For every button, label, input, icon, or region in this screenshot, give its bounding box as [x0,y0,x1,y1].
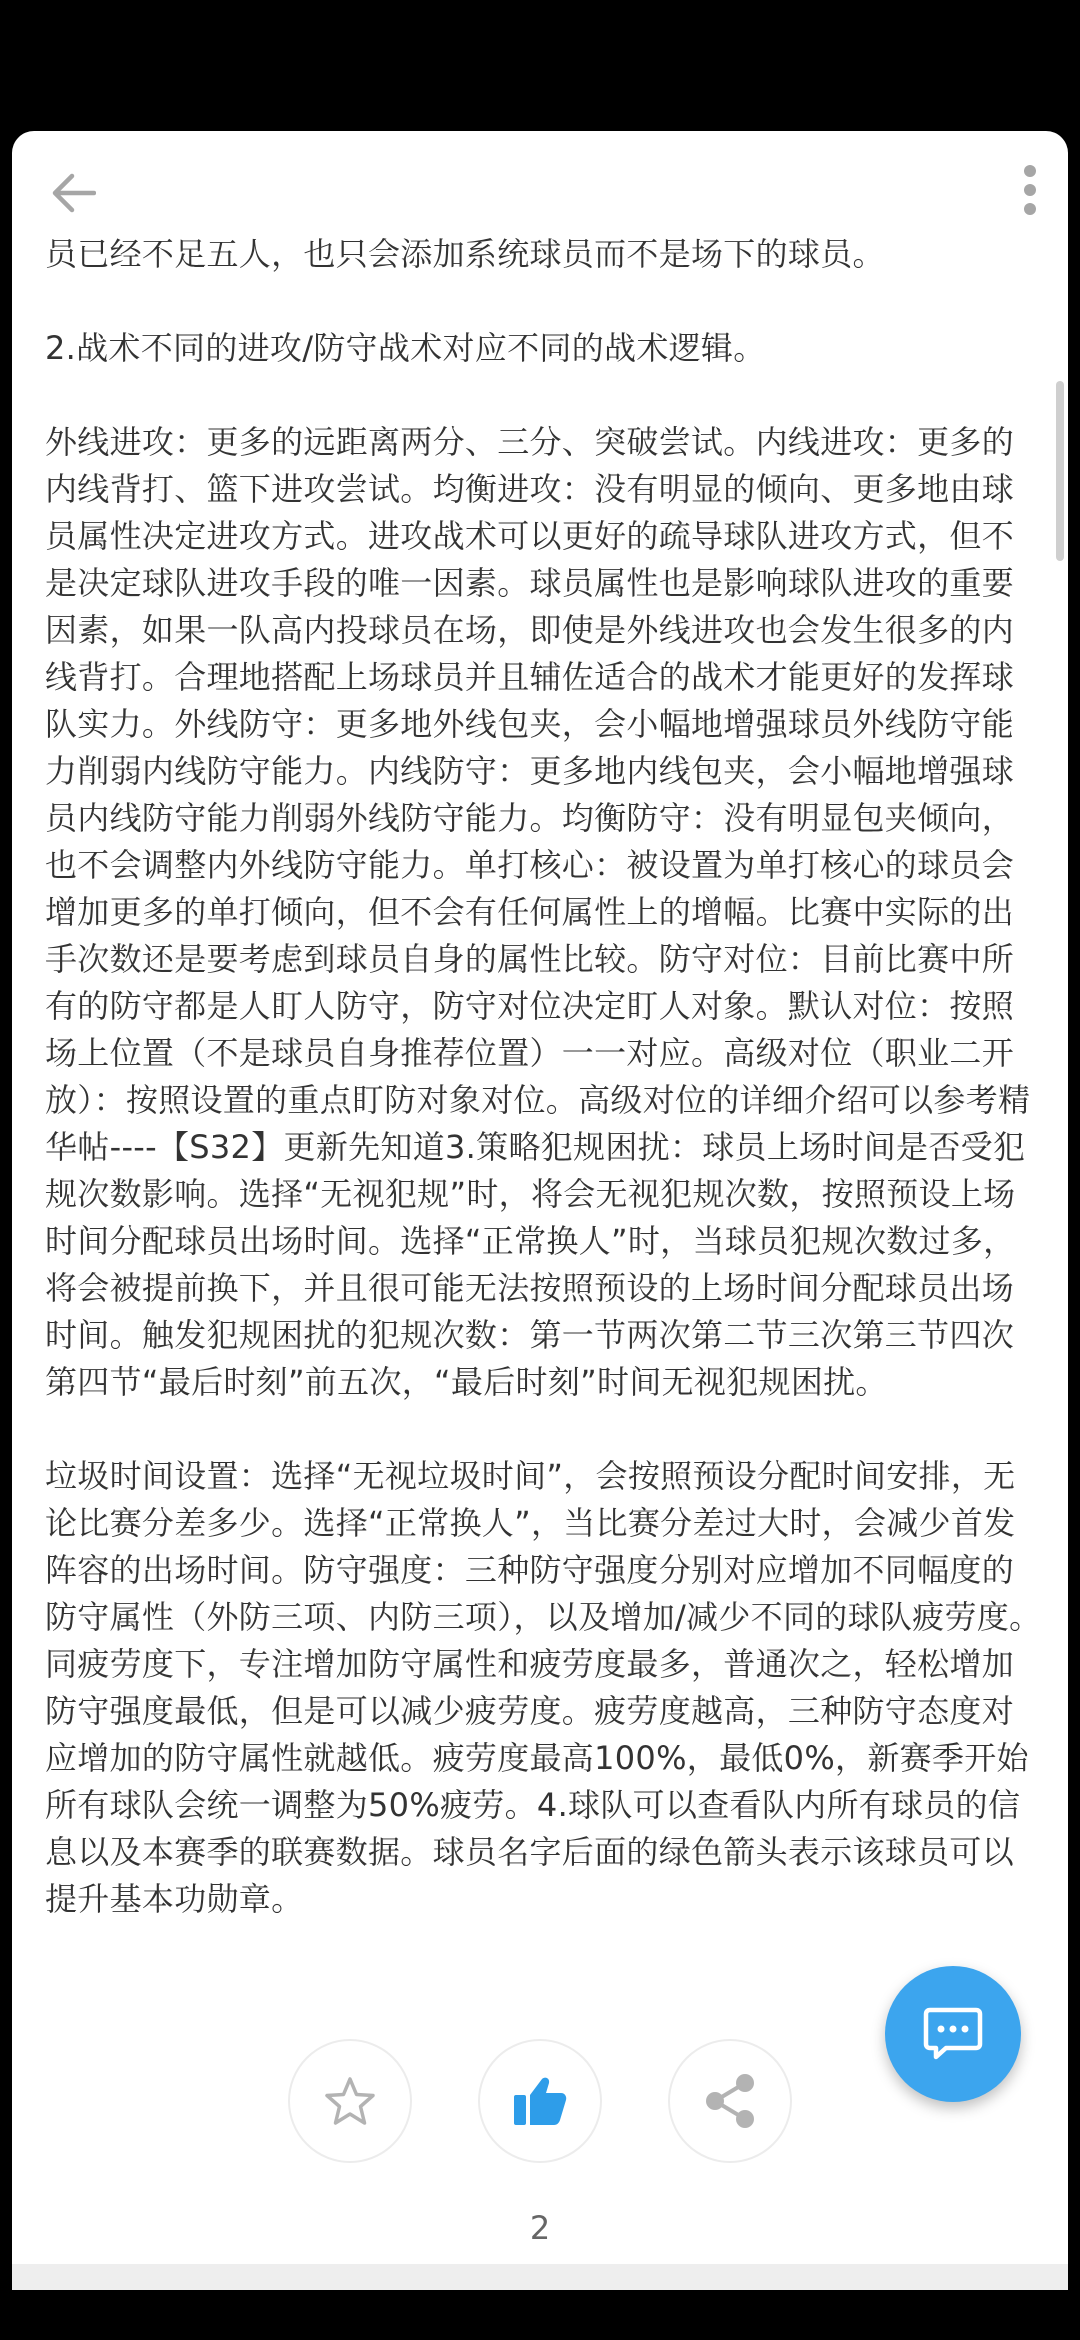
scrollbar[interactable] [1056,381,1064,561]
page-number: 2 [529,2209,551,2247]
bottom-bar [12,2264,1068,2290]
article-paragraph: 垃圾时间设置：选择“无视垃圾时间”，会按照预设分配时间安排，无论比赛分差多少。选择“正常换人”，当比赛分差过大时，会减少首发阵容的出场时间。防守强度：三种防守强度分别对应增加不同幅度的防守属性（外防三项、内防三项），以及增加/减少不同的球队疲劳度。同疲劳度下，专注增加防守属性和疲劳度最多，普通次之，轻松增加防守强度最低，但是可以减少疲劳度。疲劳度越高，三种防守态度对应增加的防守属性就越低。疲劳度最高100%，最低0%，新赛季开始所有球队会统一调整为50%疲劳。4.球队可以查看队内所有球员的信息以及本赛季的联赛数据。球员名字后面的绿色箭头表示该球员可以提升基本功勋章。 [45,1457,1042,1918]
comment-icon [922,2006,984,2062]
more-vertical-icon [1023,164,1037,216]
star-icon [324,2076,376,2126]
comment-button[interactable] [885,1966,1021,2102]
article-paragraph: 2.战术不同的进攻/防守战术对应不同的战术逻辑。 [45,329,766,367]
article-paragraph: 员已经不足五人，也只会添加系统球员而不是场下的球员。 [45,235,885,273]
article-body [45,231,1045,1970]
share-button[interactable] [668,2039,792,2163]
thumbs-up-icon [512,2075,568,2127]
like-button[interactable] [478,2039,602,2163]
article-paragraph: 外线进攻：更多的远距离两分、三分、突破尝试。内线进攻：更多的内线背打、篮下进攻尝试。均衡进攻：没有明显的倾向、更多地由球员属性决定进攻方式。进攻战术可以更好的疏导球队进攻方式，但不是决定球队进攻手段的唯一因素。球员属性也是影响球队进攻的重要因素，如果一队高内投球员在场，即使是外线进攻也会发生很多的内线背打。合理地搭配上场球员并且辅佐适合的战术才能更好的发挥球队实力。外线防守：更多地外线包夹，会小幅地增强球员外线防守能力削弱内线防守能力。内线防守：更多地内线包夹，会小幅地增强球员内线防守能力削弱外线防守能力。均衡防守：没有明显包夹倾向，也不会调整内外线防守能力。单打核心：被设置为单打核心的球员会增加更多的单打倾向，但不会有任何属性上的增幅。比赛中实际的出手次数还是要考虑到球员自身的属性比较。防守对位：目前比赛中所有的防守都是人盯人防守，防守对位决定盯人对象。默认对位：按照场上位置（不是球员自身推荐位置）一一对应。高级对位（职业二开放）：按照设置的重点盯防对象对位。高级对位的详细介绍可以参考精华帖----【S32】更新先知道3.策略犯规困扰：球员上场时间是否受犯规次数影响。选择“无视犯规”时，将会无视犯规次数，按照预设上场时间分配球员出场时间。选择“正常换人”时，当球员犯规次数过多，将会被提前换下，并且很可能无法按照预设的上场时间分配球员出场时间。触发犯规困扰的犯规次数：第一节两次第二节三次第三节四次第四节“最后时刻”前五次，“最后时刻”时间无视犯规困扰。 [45,423,1031,1401]
post-card [12,131,1068,2290]
back-button[interactable] [42,161,106,225]
favorite-button[interactable] [288,2039,412,2163]
arrow-left-icon [52,173,96,213]
share-icon [701,2072,759,2130]
more-options-button[interactable] [1010,155,1050,225]
